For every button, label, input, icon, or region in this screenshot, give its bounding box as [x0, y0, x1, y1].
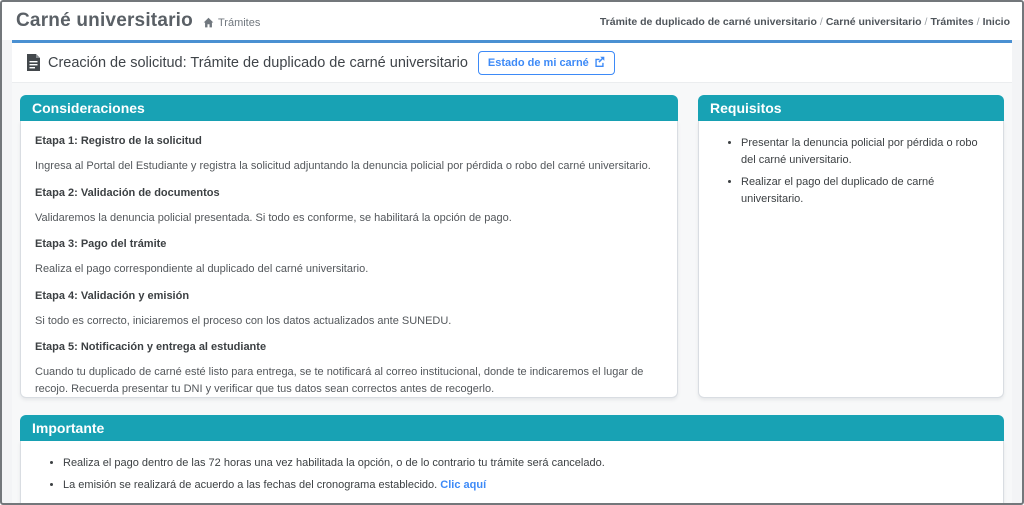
breadcrumb-item[interactable]: Carné universitario	[825, 16, 922, 28]
importante-body	[20, 441, 1004, 503]
estado-carne-button[interactable]	[478, 51, 615, 75]
topbar	[2, 2, 1022, 40]
clic-aqui-link[interactable]: Clic aquí	[440, 479, 487, 492]
importante-list	[33, 455, 991, 494]
home-icon	[203, 17, 214, 28]
step-heading: Etapa 2: Validación de documentos	[35, 186, 220, 199]
importante-item-text: Realiza el pago dentro de las 72 horas una vez habilitada la opción, o de lo contrario tu trámite será cancelado.	[63, 457, 605, 469]
section-crumb[interactable]	[203, 17, 260, 29]
requisitos-body	[698, 121, 1004, 398]
breadcrumb-item[interactable]: Trámites	[930, 16, 974, 28]
topbar-left	[16, 10, 260, 32]
requisitos-panel	[698, 95, 1004, 398]
step-text: Si todo es correcto, iniciaremos el proceso con los datos actualizados ante SUNEDU.	[35, 314, 452, 327]
consideraciones-header: Consideraciones	[20, 95, 678, 121]
consideraciones-panel	[20, 95, 678, 398]
consideraciones-body	[20, 121, 678, 398]
breadcrumb-separator: /	[976, 16, 980, 28]
requisito-item: • Realizar el pago del duplicado de carné universitario.	[741, 174, 991, 208]
step-text: Ingresa al Portal del Estudiante y registra la solicitud adjuntando la denuncia policial por pérdida o robo del carné universitario.	[35, 160, 651, 172]
importante-panel	[20, 415, 1004, 503]
breadcrumb	[600, 16, 1010, 28]
step-heading: Etapa 5: Notificación y entrega al estudiante	[35, 341, 267, 353]
request-bar	[12, 43, 1012, 83]
breadcrumb-item[interactable]: Inicio	[982, 16, 1010, 28]
section-label: Trámites	[217, 16, 261, 29]
document-icon	[26, 54, 41, 71]
requisitos-list	[711, 135, 991, 208]
requisito-item: • Presentar la denuncia policial por pérdida o robo del carné universitario.	[741, 135, 991, 169]
request-title: Creación de solicitud: Trámite de duplicado de carné universitario	[48, 54, 468, 71]
page-title: Carné universitario	[16, 10, 193, 31]
estado-carne-button-label: Estado de mi carné	[487, 56, 589, 69]
main-card	[12, 40, 1012, 503]
importante-header: Importante	[20, 415, 1004, 441]
step-text: Validaremos la denuncia policial presentada. Si todo es conforme, se habilitará la opción de pago.	[35, 211, 512, 224]
requisitos-header: Requisitos	[698, 95, 1004, 121]
breadcrumb-separator: /	[819, 16, 823, 28]
importante-item	[63, 455, 991, 472]
importante-item	[63, 477, 991, 494]
panels-row	[12, 83, 1012, 398]
external-link-icon	[594, 56, 605, 70]
importante-item-text: La emisión se realizará de acuerdo a las fechas del cronograma establecido.	[63, 479, 438, 492]
step-heading: Etapa 4: Validación y emisión	[35, 289, 190, 302]
step-heading: Etapa 1: Registro de la solicitud	[35, 135, 202, 147]
step-text: Realiza el pago correspondiente al duplicado del carné universitario.	[35, 263, 369, 275]
step-text: Cuando tu duplicado de carné esté listo para entrega, se te notificará al correo institucional, donde te indicaremos el lugar de recojo. Recuerda presentar tu DNI y verificar que tus datos sean correctos antes de recogerlo.	[35, 366, 644, 395]
step-heading: Etapa 3: Pago del trámite	[35, 238, 167, 250]
breadcrumb-separator: /	[924, 16, 928, 28]
breadcrumb-item[interactable]: Trámite de duplicado de carné universitario	[599, 16, 817, 28]
